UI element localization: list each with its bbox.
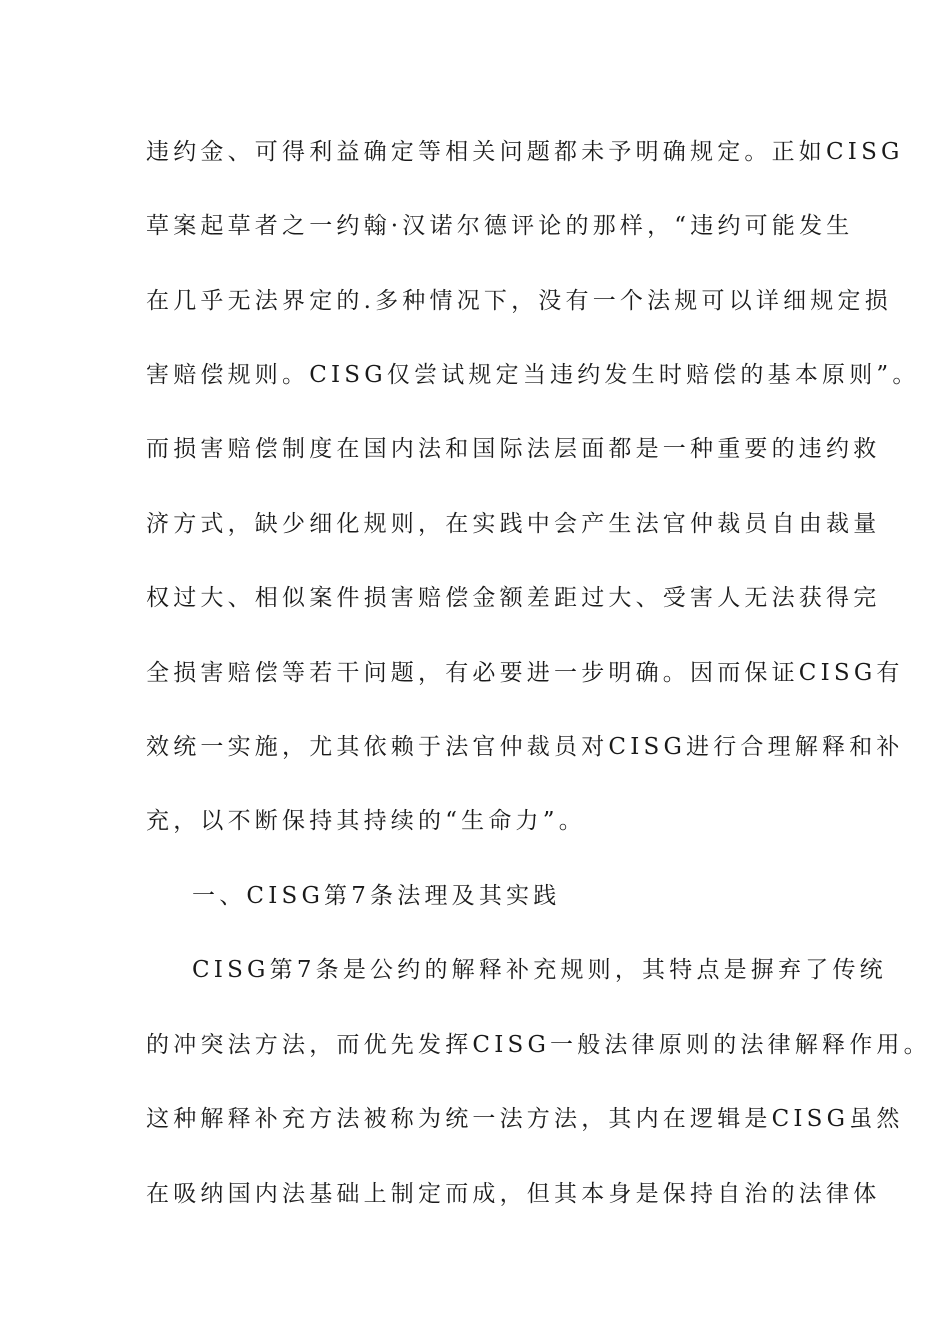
text-line: 全损害赔偿等若干问题，有必要进一步明确。因而保证CISG有 — [146, 660, 904, 686]
text-line: 害赔偿规则。CISG仅尝试规定当违约发生时赔偿的基本原则”。 — [146, 362, 920, 388]
text-line: 充，以不断保持其持续的“生命力”。 — [146, 808, 586, 834]
text-line: 在吸纳国内法基础上制定而成，但其本身是保持自治的法律体 — [146, 1181, 881, 1207]
text-line: 在几乎无法界定的.多种情况下，没有一个法规可以详细规定损 — [146, 288, 892, 314]
text-line: CISG第7条是公约的解释补充规则，其特点是摒弃了传统 — [192, 957, 887, 983]
text-line: 权过大、相似案件损害赔偿金额差距过大、受害人无法获得完 — [146, 585, 881, 611]
text-line: 这种解释补充方法被称为统一法方法，其内在逻辑是CISG虽然 — [146, 1106, 904, 1132]
text-line: 违约金、可得利益确定等相关问题都未予明确规定。正如CISG — [146, 139, 904, 165]
text-line: 效统一实施，尤其依赖于法官仲裁员对CISG进行合理解释和补 — [146, 734, 904, 760]
text-line: 济方式，缺少细化规则，在实践中会产生法官仲裁员自由裁量 — [146, 511, 881, 537]
text-line: 的冲突法方法，而优先发挥CISG一般法律原则的法律解释作用。 — [146, 1032, 931, 1058]
text-line: 而损害赔偿制度在国内法和国际法层面都是一种重要的违约救 — [146, 436, 881, 462]
text-line: 草案起草者之一约翰·汉诺尔德评论的那样，“违约可能发生 — [146, 213, 854, 239]
section-heading: 一、CISG第7条法理及其实践 — [192, 883, 561, 909]
